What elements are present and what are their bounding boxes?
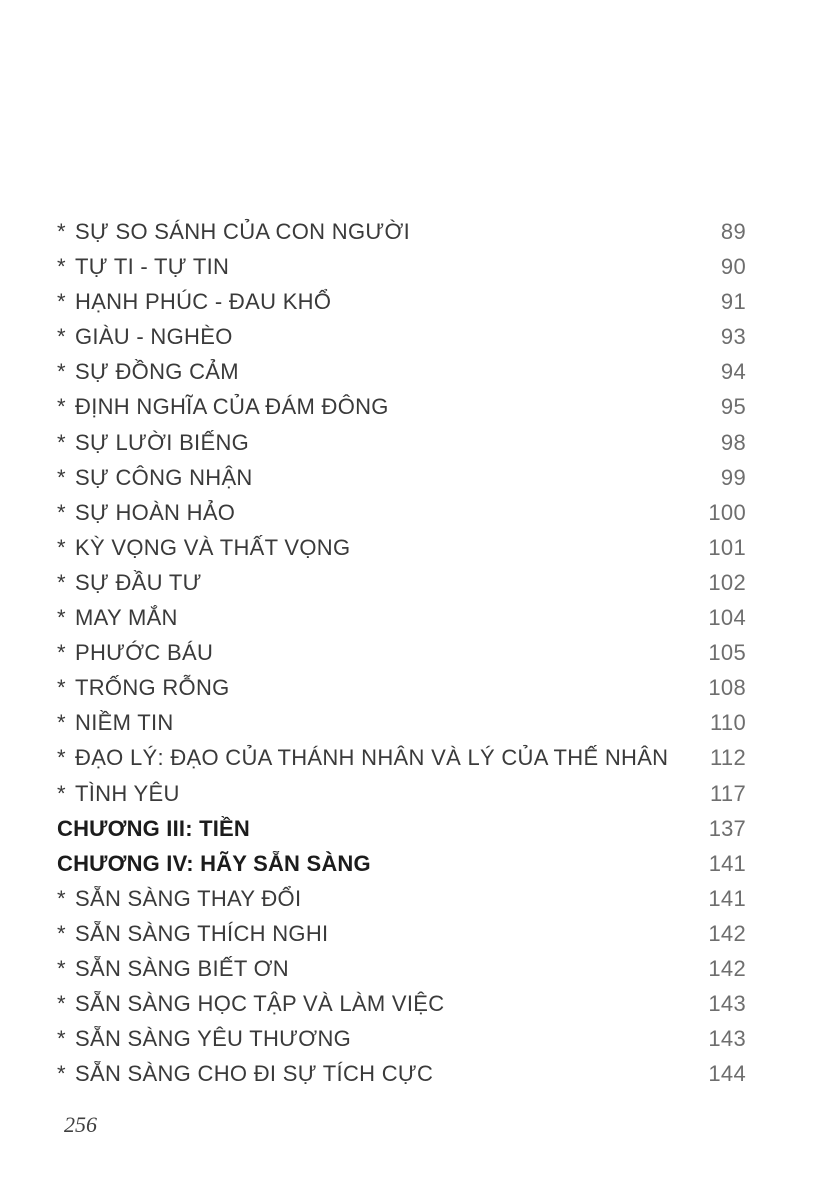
toc-entry — [57, 425, 746, 460]
toc-entry-page: 94 — [720, 359, 746, 385]
toc-entry-page: 100 — [708, 499, 746, 525]
bullet-asterisk: * — [57, 464, 66, 490]
toc-entry-label: SỰ CÔNG NHẬN — [75, 464, 253, 490]
toc-entry — [57, 705, 746, 740]
bullet-asterisk: * — [57, 254, 66, 280]
toc-entry-label: SẴN SÀNG HỌC TẬP VÀ LÀM VIỆC — [75, 991, 445, 1017]
toc-entry — [57, 740, 746, 775]
bullet-asterisk: * — [57, 534, 66, 560]
toc-entry — [57, 635, 746, 670]
toc-entry-label: SẴN SÀNG YÊU THƯƠNG — [75, 1026, 352, 1052]
toc-entry — [57, 951, 746, 986]
toc-entry — [57, 530, 746, 565]
toc-entry-label: SỰ ĐẦU TƯ — [75, 569, 202, 595]
toc-entry-label: TÌNH YÊU — [75, 780, 180, 806]
bullet-asterisk: * — [57, 429, 66, 455]
toc-chapter-heading — [57, 846, 746, 881]
toc-entry-page: 93 — [720, 324, 746, 350]
toc-entry-page: 143 — [708, 991, 746, 1017]
toc-entry-page: 110 — [710, 710, 746, 736]
toc-entry-page: 141 — [708, 850, 746, 876]
bullet-asterisk: * — [57, 359, 66, 385]
bullet-asterisk: * — [57, 1026, 66, 1052]
table-of-contents — [57, 214, 746, 1091]
toc-entry-page: 142 — [708, 955, 746, 981]
toc-entry-page: 102 — [708, 569, 746, 595]
toc-entry-label: ĐẠO LÝ: ĐẠO CỦA THÁNH NHÂN VÀ LÝ CỦA THẾ NHÂN — [75, 745, 669, 771]
toc-entry-label: PHƯỚC BÁU — [75, 640, 214, 666]
toc-entry-label: CHƯƠNG III: TIỀN — [57, 815, 250, 841]
toc-entry — [57, 284, 746, 319]
toc-entry — [57, 916, 746, 951]
toc-entry — [57, 495, 746, 530]
toc-entry-page: 112 — [710, 745, 746, 771]
toc-entry — [57, 670, 746, 705]
toc-entry — [57, 1056, 746, 1091]
toc-entry-label: TỰ TI - TỰ TIN — [75, 254, 230, 280]
bullet-asterisk: * — [57, 569, 66, 595]
toc-entry-page: 89 — [720, 219, 746, 244]
toc-entry-page: 143 — [708, 1026, 746, 1052]
toc-entry — [57, 600, 746, 635]
toc-entry-label: SẴN SÀNG THAY ĐỔI — [75, 885, 302, 911]
bullet-asterisk: * — [57, 640, 66, 666]
toc-entry-label: CHƯƠNG IV: HÃY SẴN SÀNG — [57, 850, 371, 876]
toc-entry-page: 99 — [720, 464, 746, 490]
toc-entry-label: KỲ VỌNG VÀ THẤT VỌNG — [75, 534, 351, 560]
toc-entry-page: 108 — [708, 675, 746, 701]
toc-entry-page: 104 — [708, 605, 746, 631]
toc-entry — [57, 565, 746, 600]
toc-entry — [57, 881, 746, 916]
bullet-asterisk: * — [57, 605, 66, 631]
toc-entry-page: 117 — [710, 780, 746, 806]
bullet-asterisk: * — [57, 745, 66, 771]
toc-entry-label: SẴN SÀNG CHO ĐI SỰ TÍCH CỰC — [75, 1061, 434, 1087]
toc-entry-page: 141 — [708, 885, 746, 911]
toc-entry — [57, 986, 746, 1021]
toc-entry-page: 91 — [720, 289, 746, 315]
toc-entry-label: SỰ SO SÁNH CỦA CON NGƯỜI — [75, 219, 411, 244]
toc-entry-page: 137 — [708, 815, 746, 841]
toc-entry-page: 105 — [708, 640, 746, 666]
toc-entry-label: SẴN SÀNG THÍCH NGHI — [75, 920, 329, 946]
bullet-asterisk: * — [57, 289, 66, 315]
toc-entry — [57, 354, 746, 389]
toc-chapter-heading — [57, 811, 746, 846]
toc-entry — [57, 249, 746, 284]
toc-entry-label: GIÀU - NGHÈO — [75, 324, 233, 350]
bullet-asterisk: * — [57, 394, 66, 420]
toc-entry-label: ĐỊNH NGHĨA CỦA ĐÁM ĐÔNG — [75, 394, 389, 420]
toc-entry — [57, 1021, 746, 1056]
toc-entry-label: TRỐNG RỖNG — [75, 675, 230, 701]
bullet-asterisk: * — [57, 1061, 66, 1087]
toc-entry-label: NIỀM TIN — [75, 710, 174, 736]
bullet-asterisk: * — [57, 885, 66, 911]
bullet-asterisk: * — [57, 499, 66, 525]
toc-entry — [57, 319, 746, 354]
bullet-asterisk: * — [57, 675, 66, 701]
toc-entry — [57, 776, 746, 811]
toc-entry-page: 95 — [720, 394, 746, 420]
toc-entry-page: 101 — [708, 534, 746, 560]
toc-entry-label: SỰ HOÀN HẢO — [75, 499, 236, 525]
toc-entry-page: 98 — [720, 429, 746, 455]
toc-entry-label: SỰ LƯỜI BIẾNG — [75, 429, 250, 455]
page-number-folio: 256 — [64, 1112, 97, 1137]
toc-entry-page: 144 — [708, 1061, 746, 1087]
bullet-asterisk: * — [57, 991, 66, 1017]
toc-entry — [57, 214, 746, 249]
toc-entry-label: HẠNH PHÚC - ĐAU KHỔ — [75, 289, 332, 315]
toc-entry — [57, 460, 746, 495]
bullet-asterisk: * — [57, 710, 66, 736]
bullet-asterisk: * — [57, 219, 66, 244]
toc-entry-label: SẴN SÀNG BIẾT ƠN — [75, 955, 289, 981]
toc-entry — [57, 389, 746, 424]
bullet-asterisk: * — [57, 955, 66, 981]
toc-entry-page: 142 — [708, 920, 746, 946]
toc-entry-label: MAY MẮN — [75, 605, 178, 631]
bullet-asterisk: * — [57, 920, 66, 946]
bullet-asterisk: * — [57, 324, 66, 350]
toc-entry-page: 90 — [720, 254, 746, 280]
toc-entry-label: SỰ ĐỒNG CẢM — [75, 359, 239, 385]
bullet-asterisk: * — [57, 780, 66, 806]
